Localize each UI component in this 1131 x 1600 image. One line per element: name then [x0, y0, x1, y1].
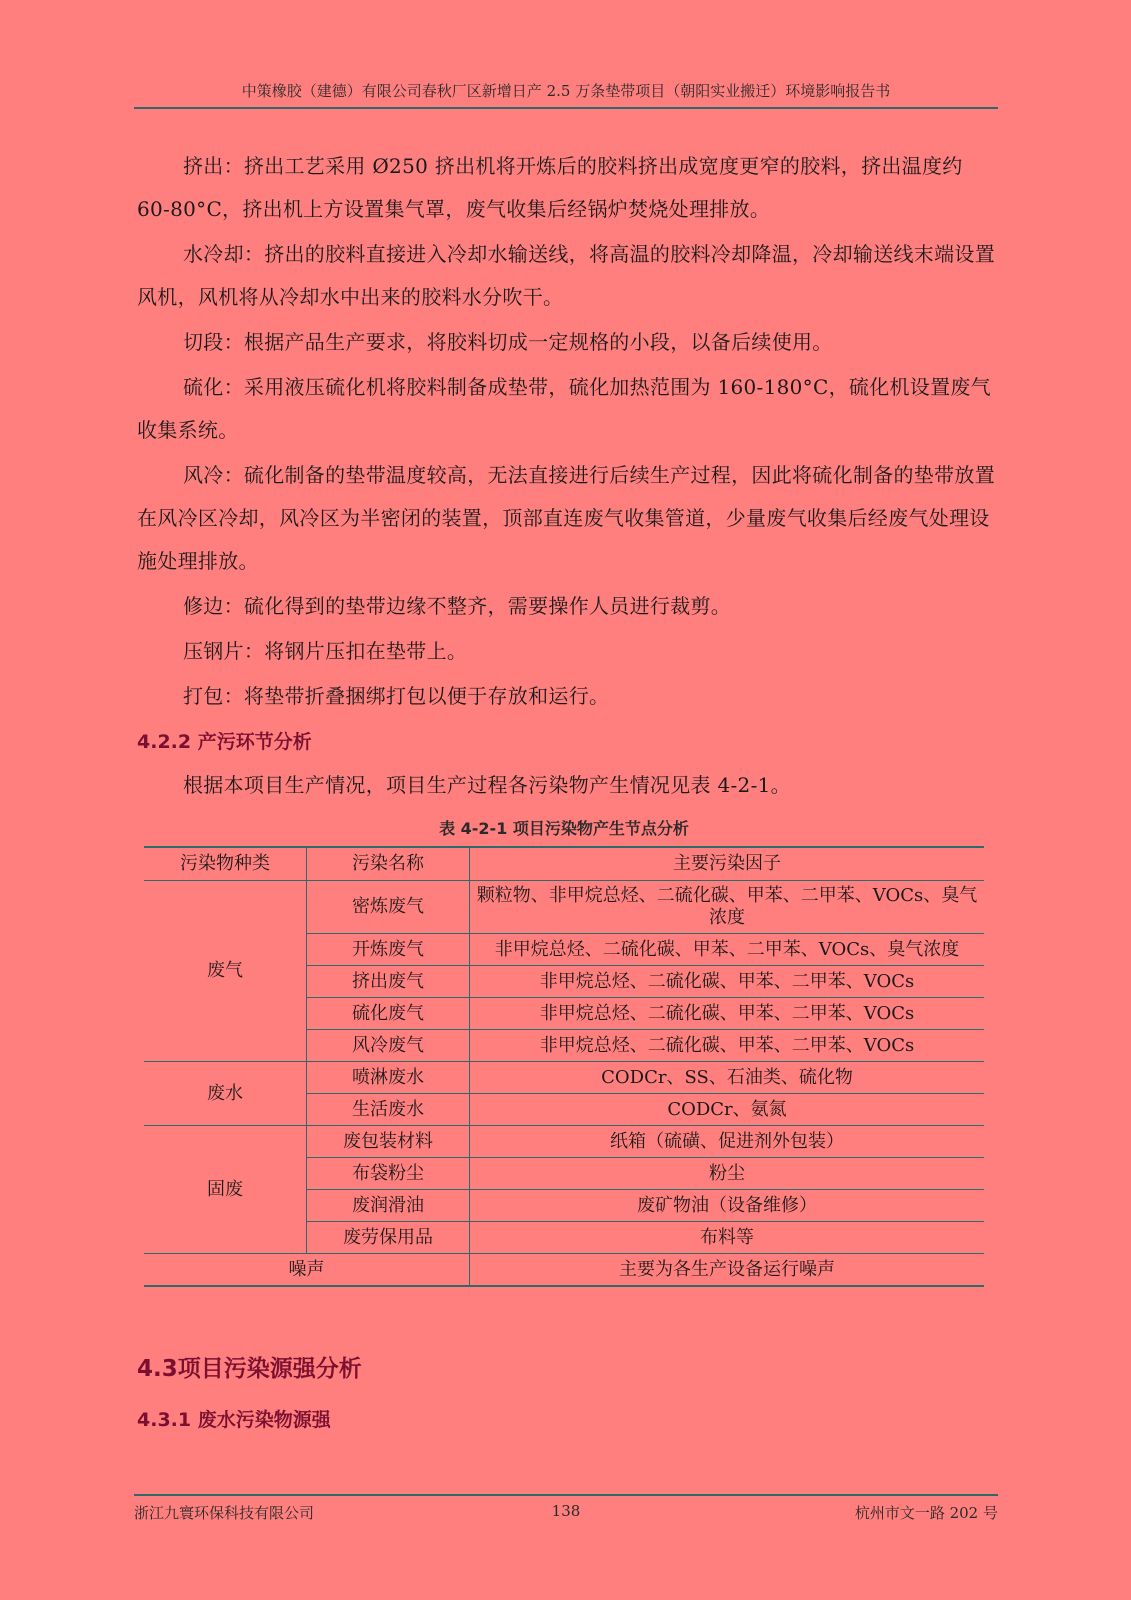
section-heading-4-2-2: 4.2.2 产污环节分析	[137, 731, 312, 753]
table-row	[144, 1126, 984, 1158]
category-cell: 固废	[144, 1126, 307, 1254]
table-row	[144, 1062, 984, 1094]
pollutant-factor-cell: 粉尘	[470, 1158, 985, 1190]
table-row	[144, 1254, 984, 1287]
pollutant-name-cell: 风冷废气	[307, 1030, 470, 1062]
page-number: 138	[551, 1502, 581, 1520]
paragraph-extrusion: 挤出：挤出工艺采用 Ø250 挤出机将开炼后的胶料挤出成宽度更窄的胶料，挤出温度约 60-80°C，挤出机上方设置集气罩，废气收集后经锅炉焚烧处理排放。	[137, 154, 963, 221]
section-heading-4-3-1: 4.3.1 废水污染物源强	[137, 1409, 331, 1431]
pollutant-factor-cell: 颗粒物、非甲烷总烃、二硫化碳、甲苯、二甲苯、VOCs、臭气浓度	[470, 881, 985, 934]
pollutant-factor-cell: 布料等	[470, 1222, 985, 1254]
pollutant-name-cell: 开炼废气	[307, 934, 470, 966]
table-header-row	[144, 847, 984, 881]
pollutant-name-cell: 废润滑油	[307, 1190, 470, 1222]
category-cell: 废水	[144, 1062, 307, 1126]
pollutant-factor-cell: 废矿物油（设备维修）	[470, 1190, 985, 1222]
paragraph-water-cooling: 水冷却：挤出的胶料直接进入冷却水输送线，将高温的胶料冷却降温，冷却输送线末端设置风机，风机将从冷却水中出来的胶料水分吹干。	[137, 242, 995, 309]
pollutant-name-cell: 废包装材料	[307, 1126, 470, 1158]
section-intro: 根据本项目生产情况，项目生产过程各污染物产生情况见表 4-2-1。	[183, 773, 791, 797]
footer-address: 杭州市文一路 202 号	[854, 1504, 998, 1522]
table-header-cell: 污染名称	[307, 847, 470, 881]
pollutant-factor-cell: 非甲烷总烃、二硫化碳、甲苯、二甲苯、VOCs	[470, 966, 985, 998]
paragraph-steel-pressing: 压钢片：将钢片压扣在垫带上。	[183, 639, 468, 663]
pollutant-table	[144, 846, 984, 1287]
table-title: 表 4-2-1 项目污染物产生节点分析	[439, 819, 689, 838]
pollutant-name-cell: 喷淋废水	[307, 1062, 470, 1094]
pollutant-name-cell: 布袋粉尘	[307, 1158, 470, 1190]
pollutant-factor-cell: CODCr、SS、石油类、硫化物	[470, 1062, 985, 1094]
pollutant-factor-cell: 主要为各生产设备运行噪声	[470, 1254, 985, 1287]
pollutant-factor-cell: 非甲烷总烃、二硫化碳、甲苯、二甲苯、VOCs、臭气浓度	[470, 934, 985, 966]
page-header: 中策橡胶（建德）有限公司春秋厂区新增日产 2.5 万条垫带项目（朝阳实业搬迁）环境影响报告书	[134, 80, 998, 109]
paragraph-vulcanization: 硫化：采用液压硫化机将胶料制备成垫带，硫化加热范围为 160-180°C，硫化机设置废气收集系统。	[137, 375, 991, 442]
page-footer	[134, 1494, 998, 1523]
paragraph-cutting: 切段：根据产品生产要求，将胶料切成一定规格的小段，以备后续使用。	[183, 330, 833, 354]
section-heading-4-3: 4.3项目污染源强分析	[137, 1356, 362, 1382]
pollutant-name-cell: 废劳保用品	[307, 1222, 470, 1254]
category-cell: 废气	[144, 881, 307, 1062]
pollutant-name-cell: 密炼废气	[307, 881, 470, 934]
paragraph-air-cooling: 风冷：硫化制备的垫带温度较高，无法直接进行后续生产过程，因此将硫化制备的垫带放置在风冷区冷却，风冷区为半密闭的装置，顶部直连废气收集管道，少量废气收集后经废气处理设施处理排放。	[137, 463, 995, 573]
table-header-cell: 主要污染因子	[470, 847, 985, 881]
pollutant-factor-cell: 非甲烷总烃、二硫化碳、甲苯、二甲苯、VOCs	[470, 998, 985, 1030]
pollutant-name-cell: 生活废水	[307, 1094, 470, 1126]
body-text	[137, 145, 995, 809]
table-header-cell: 污染物种类	[144, 847, 307, 881]
table-row	[144, 881, 984, 934]
pollutant-name-cell: 挤出废气	[307, 966, 470, 998]
pollutant-name-cell: 硫化废气	[307, 998, 470, 1030]
category-cell: 噪声	[144, 1254, 470, 1287]
footer-company: 浙江九寰环保科技有限公司	[134, 1504, 315, 1522]
paragraph-trimming: 修边：硫化得到的垫带边缘不整齐，需要操作人员进行裁剪。	[183, 594, 732, 618]
pollutant-factor-cell: 非甲烷总烃、二硫化碳、甲苯、二甲苯、VOCs	[470, 1030, 985, 1062]
pollutant-factor-cell: 纸箱（硫磺、促进剂外包装）	[470, 1126, 985, 1158]
pollutant-factor-cell: CODCr、氨氮	[470, 1094, 985, 1126]
paragraph-packing: 打包：将垫带折叠捆绑打包以便于存放和运行。	[183, 684, 610, 708]
